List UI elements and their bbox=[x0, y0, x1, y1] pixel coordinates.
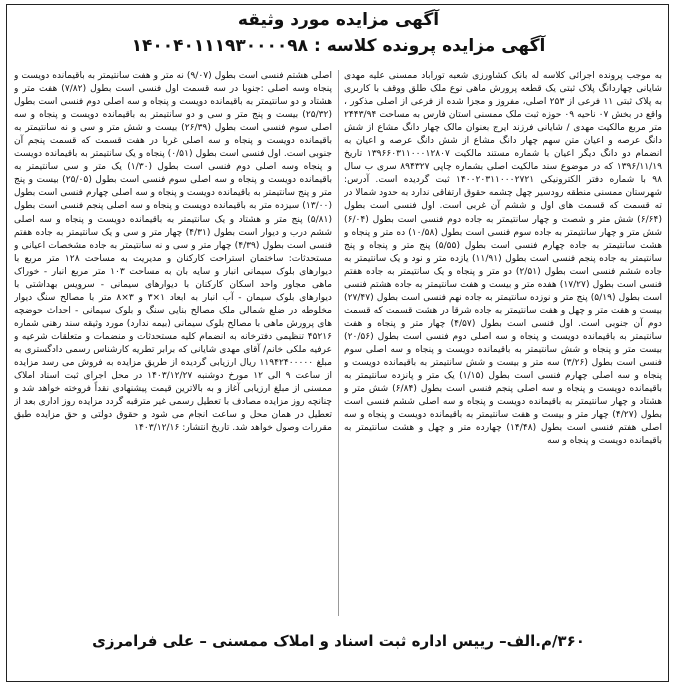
notice-title: آگهی مزایده مورد وثیقه bbox=[237, 10, 440, 30]
column-divider bbox=[338, 70, 339, 616]
notice-footer-signature: ۳۶۰/م.الف– رییس اداره ثبت اسناد و املاک ممسنی – علی فرامرزی bbox=[92, 632, 585, 650]
left-column-text: اصلی هشتم فنسی است بطول (۹/۰۷) نه متر و هفت سانتیمتر به باقیمانده دویست و پنجاه وسه اصلی :جنوبا در سه قسمت اول فنسی است بطول (۷/۸۲) هفت متر و هشتاد و دو سانتیمتر به باقیمانده دویست و پنجاه و سه اصلی دوم فنسی است بطول (۲۵/۳۲) بیست و پنج متر و سی و دو سانتیمتر به باقیمانده دویست و پنجاه و سه اصلی سوم فنسی است بطول (۲۶/۳۹) بیست و شش متر و سی و نه سانتیمتر به باقیمانده دویست و پنجاه و سه اصلی غربا در هفت قسمت که قسمت پنجم آن جنوبی است. اول فنسی است بطول (۰/۵۱) پنجاه و یک سانتیمتر به باقیمانده دویست و پنجاه وسه اصلی دوم فنسی است بطول (۱/۳۰) یک متر و سی سانتیمتر به باقیمانده دویست و پنجاه و سه اصلی سوم فنسی است بطول (۲۵/۰۵) بیست و پنج متر و پنج سانتیمتر به باقیمانده دویست و پنجاه و سه اصلی چهارم فنسی است بطول (۱۳/۰۰) سیزده متر به باقیمانده دویست و پنجاه و سه اصلی پنجم فنسی است بطول (۵/۸۱) پنج متر و هشتاد و یک سانتیمتر به باقیمانده دویست و پنجاه و سه اصلی ششم درب و دیوار است بطول (۴/۳۱) چهار متر و سی و یک سانتیمتر به جاده هفتم فنسی است بطول (۴/۳۹) چهار متر و سی و نه سانتیمتر به جاده مشخصات اعیانی و مستحدثات: ساختمان استراحت کارکنان و مدیریت به مساحت ۱۲۸ متر مربع با دیوارهای بلوک سیمانی انبار و سایه بان به مساحت ۱۰۳ متر مربع انبار - خوراک ماهی مجاور واحد اسکان کارکنان با دیوارهای سیمانی - سرویس بهداشتی با دیوارهای بلوک سیمان - آب انبار به ابعاد ۱×۳ و ۳×۸ متر با مصالح سنگ دیوار مخلوطه در ضلع شمالی ملک مصالح بنایی سنگ و بلوک سیمانی - احداث حوضچه های پرورش ماهی با مصالح بلوک سیمانی (بیمه ندارد) مورد وثیقه سند رهنی شماره ۴۵۲۱۶ تنظیمی دفترخانه به انضمام کلیه مستحدثات و منضمات و متعلقات شرعیه و عرفیه ملکی خانم/ آقای مهدی شایانی که برابر تطریه کارشناس رسمی دادگستری به مبلغ ۱۱۹۴۲۴۰۰۰۰۰ ریال ارزیابی گردیده از طریق مزایده به فروش می رسد مزایده از ساعت ۹ الی ۱۲ مورخ دوشنبه ۱۴۰۳/۱۲/۲۷ در محل اجرای ثبت اسناد املاک ممسنی از مبلغ ارزیابی آغاز و به بالاترین قیمت پیشنهادی نقداً فروخته خواهد شد و چنانچه روز مزایده مصادف با تعطیل رسمی غیر مترقبه گردد مزایده روز اداری بعد از تعطیل در همان محل و ساعت انجام می شود و حقوق دولتی و حق مزایده طبق مقررات وصول خواهد شد. تاریخ انتشار: ۱۴۰۳/۱۲/۱۶ bbox=[14, 71, 332, 434]
notice-body-left-column bbox=[14, 70, 332, 616]
notice-body-right-column bbox=[344, 70, 662, 616]
notice-subtitle: آگهی مزایده پرونده کلاسه : ۱۴۰۰۴۰۱۱۱۹۳۰۰۰۰۹۸ bbox=[131, 36, 546, 56]
right-column-text: به موجب پرونده اجرائی کلاسه له بانک کشاورزی شعبه توراباد ممسنی علیه مهدی شایانی چهاردانگ پلاک ثبتی یک قطعه پرورش ماهی نوع ملک طلق ووقف با کاربری به پلاک ثبتی ۱۱ فرعی از ۲۵۳ اصلی، مفروز و مجزا شده از فرعی از اصلی مذکور ، واقع در بخش ۰۷ ناحیه ۰۹ حوزه ثبت ملک ممسنی استان فارس به مساحت ۲۴۴۳/۹۴ متر مربع مالکیت مهدی / شایانی فرزند ایرج بعنوان مالک چهار دانگ مشاع از شش دانگ عرصه و اعیان متن سهم چهار دانگ مشاع از شش دانگ عرصه و اعیان به انضمام دو دانگ دیگر اعیان با شماره مستند مالکیت ۱۳۹۶۶۰۳۱۱۰۰۰۱۲۸۰۷ تاریخ ۱۳۹۶/۱۱/۱۹ که در موضوع سند مالکیت اصلی بشماره چاپی ۸۹۴۳۲۷ سری ب سال ۹۸ با شماره دفتر الکترونیکی ۱۴۰۰۲۰۳۱۱۰۰۰۲۷۲۱ ثبت گردیده است. آدرس: شهرستان ممسنی منطقه رودسیر چهل چشمه حقوق ارتفاقی ندارد به حدود شمالا در ته قسمت که قسمت های اول و ششم آن غربی است. اول فنسی است بطول (۶/۶۴) شش متر و شصت و چهار سانتیمتر به جاده دوم فنسی است بطول (۶/۰۴) شش متر و چهار سانتیمتر به جاده سوم فنسی است بطول (۱۰/۵۸) ده متر و پنجاه و هشت سانتیمتر به جاده چهارم فنسی است بطول (۵/۵۵) پنج متر و پنجاه و پنج سانتیمتر به جاده پنجم فنسی است بطول (۱۱/۹۱) یازده متر و نود و یک سانتیمتر به جاده ششم فنسی است بطول (۲/۵۱) دو متر و پنجاه و یک سانتیمتر به جاده هفتم فنسی است بطول (۱۷/۲۷) هفده متر و بیست و هفت سانتیمتر به جاده هشتم فنسی است بطول (۵/۱۹) پنج متر و نوزده سانتیمتر به جاده نهم فنسی است بطول (۲۷/۴۷) بیست و هفت متر و چهل و هفت سانتیمتر به جاده شرقا در هشت قسمت که قسمت دوم آن جنوبی است. اول فنسی است بطول (۴/۵۷) چهار متر و پنجاه و هفت سانتیمتر به باقیمانده دویست و پنجاه و سه اصلی دوم فنسی است بطول (۲۰/۵۶) بیست متر و پنجاه و شش سانتیمتر به باقیمانده دویست و پنجاه و سه اصلی سوم فنسی است بطول (۳/۲۶) سه متر و بیست و شش سانتیمتر به باقیمانده دویست و پنجاه و سه اصلی چهارم فنسی است بطول (۱/۱۵) یک متر و پانزده سانتیمتر به باقیمانده دویست و پنجاه و سه اصلی پنجم فنسی است بطول (۶/۸۴) شش متر و هشتاد و چهار سانتیمتر به باقیمانده دویست و پنجاه و سه اصلی ششم فنسی است بطول (۴/۲۷) چهار متر و بیست و هفت سانتیمتر به باقیمانده دویست و پنجاه و سه اصلی هفتم فنسی است بطول (۱۴/۴۸) چهارده متر و چهل و هشت سانتیمتر به باقیمانده دویست و پنجاه و سه bbox=[344, 71, 662, 447]
